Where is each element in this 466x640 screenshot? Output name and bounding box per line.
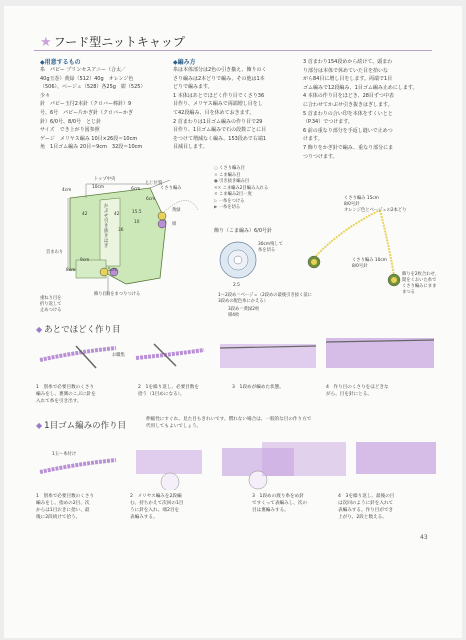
label-9cm: 9cm [80,258,90,263]
ornament-ring-note: 30cm残して 糸を切る [258,242,283,253]
ornament-row3: 3段め＝黄緑2枚 紺4枚 [228,307,260,318]
section1-note: お職集 [112,353,125,358]
section1-cap2: 2 1を繰り返し、必要目数を 拾う（1目めになる）。 [138,385,199,397]
page-title: ★ フード型ニットキャップ [40,35,185,50]
text-line: けます。 [303,136,323,143]
label-10: 10 [134,220,140,225]
section1-heading: ◆ あとでほどく作り目 [36,325,121,335]
label-overlap: 重ねり目を 折り返して 止めつける [40,296,62,313]
text-line: 針 パピー玉付2本針（クロバー棒針）9 [40,101,132,108]
cord-label-2: くさり編み 10cm 8/0号針 [352,258,387,269]
label-bind: とじ位置 [145,181,163,186]
label-top: トップ中央 [94,177,116,182]
legend-item-cut: ▶ 一糸を切る [214,205,241,210]
materials-heading: ◆用意するもの [40,59,81,66]
label-top-w: 10cm [92,185,105,190]
text-line: 2 首まわりは1目ゴム編みの作り目で29 [173,118,263,125]
label-yellow: 黄緑 [172,208,181,213]
section1-illustrations [36,338,436,378]
label-side-42b: 42 [114,212,120,217]
label-top-h: 6cm [131,187,141,192]
text-line: 糸は本体部分は2色の引き揃え、飾りのく [173,67,267,73]
section2-cap4: 4 3を繰り返し、最後の目 は次回のように針を入れて 表編みする。作り目ができ 上がり、2段と数える。 [338,494,395,520]
text-line: て42段編み、目を休めておきます。 [173,109,255,116]
materials-list [40,66,162,152]
label-b2: 5cm [108,268,118,273]
text-line: に合わせてかぶせ引き抜きはぎします。 [303,101,393,108]
text-line: 少々 [40,92,51,99]
section2-cap1: 1 別糸で必要目数のくさり 編みをし、指めの2目、次 からは1目おきに拾い、最 後に2段続けて拾う。 [36,494,95,520]
section2-cap3: 3 1段めの渡り糸をめ針 ですくって表編みし、次の 目は裏編みする。 [252,494,308,513]
label-cap-bottom: 飾り(別)をまつりつける [94,292,141,297]
label-b1: 8cm [66,268,76,273]
text-line: 号、6号 パピー片かぎ針（クロバーかぎ [40,109,133,116]
legend-item-slip: ● 引き抜き編み目 [214,179,250,184]
label-6cm: 6cm [146,197,156,202]
text-line: 3 首まわり154段めから続けて、頭まわ [303,59,393,65]
section2-illustrations [36,438,436,490]
page-number: 43 [420,534,428,541]
text-line: 7 飾りをかぎ針で編み、重なり部分にま [303,144,394,151]
legend-item-chain: ○ くさり編み目 [214,166,245,171]
ornament-dim: 2.5 [233,283,240,288]
label-neck: 首まわり [46,250,64,255]
text-line: 糸 パピー プリンセスアニー（合太／ [40,67,126,73]
text-line: 40g玉巻）黄緑（512）40g オレンジ色 [40,75,134,82]
section2-thread-note: 1玉〜糸付け [52,452,77,457]
text-line: （506）、ベージュ（528）各25g 紺（525） [40,84,146,91]
text-line: 針）6/0号、8/0号 とじ針 [40,118,102,125]
legend-item-dec: ✕ こま編み2目一度 [214,192,252,197]
legend-item-attach: ▷ 一糸をつける [214,198,245,204]
text-line: さり編みは2本どりで編み、その他は1本 [173,75,265,82]
ornament-title: 飾り（こま編み）6/0号針 [214,228,273,234]
materials-column [40,57,162,152]
ornament-rows: 1〜2段め＝ベージュ（2段めの最後引き抜く前に 3段めの配色糸にかえる） [218,293,312,304]
cord-label: くさり編み 15cm 8/0号針 オレンジ色とベージュの2本どり [344,196,407,213]
section2-cap2: 2 メリヤス編みを2段編 む。持ちかえて次回の1目 うに針を入れ、端2目を 表編みする。 [130,494,184,520]
text-line: をつけて増減なく編み、153段めで右端1 [173,135,267,142]
method-cont-column [303,58,433,161]
text-line: （P.34）でつけます。 [303,119,353,126]
legend-item-inc: ✕✕ こま編み2目編み入れる [214,185,269,191]
section2-heading: ◆ 1目ゴム編みの作り目 [36,421,127,431]
method-column [173,57,293,152]
text-line: ゲージ メリヤス編み 10目×26段＝10cm [40,135,138,142]
label-side-4: 4cm [62,188,72,193]
text-line: がら84目に増し目をします。両端で1目 [303,76,393,83]
text-line: つりつけます。 [303,153,338,160]
text-line: 目作り、1目ゴム編みで石の段数ごとに目 [173,127,267,134]
label-side-36: 36 [118,228,124,233]
section1-cap4: 4 作り目のくさりをほどきな がら、目を針にとる。 [326,385,389,397]
label-vertical: かぶせ引き抜きはぎ [104,204,109,249]
method-cont-list [303,58,433,161]
text-line: ゴム編みで12段編み、1目ゴム編み止めにします。 [303,84,418,91]
label-side-42: 42 [82,212,88,217]
text-line: 6 前の重なり部分を手返し縫いで止めつ [303,127,393,134]
text-line: り部分は本体で休めていた目を拾いな [303,67,389,74]
section1-cap1: 1 別糸で必要目数のくさり 編みをし、裏側のこぶに針を 入れて糸を引き出す。 [36,385,96,404]
text-line: どりで編みます。 [173,84,213,91]
text-line: 4 本体の作り目をほどき、28目ずつ中表 [303,93,394,100]
section1-cap3: 3 1段めが編めた状態。 [232,385,284,390]
text-line: 1 本体はあとでほどく作り目でくさり36 [173,92,265,99]
text-line: 角 1目ゴム編み 20目＝9cm 32段＝10cm [40,144,143,151]
text-line: 5 首まわりの合い印を本体をすくいとと [303,110,393,117]
method-heading: ◆編み方 [173,59,196,66]
pair-note: 飾りを2枚合わせ、 間をくおいた糸で くさり編みにまま まつる [402,272,439,295]
diamond-icon: ◆ [36,421,43,430]
symbol-legend [214,166,306,212]
label-155: 15.5 [132,210,142,215]
text-line: サイズ でき上がり図参照 [40,127,100,134]
legend-item-single: × こま編み目 [214,172,241,178]
label-purple: 紺 [172,222,177,227]
star-icon: ★ [40,35,52,50]
title-rule [34,50,432,51]
label-stitches: くさり編み [160,186,182,191]
method-list [173,66,293,152]
text-line: 目減目します。 [173,144,208,151]
text-line: 目作り、メリヤス編みで両端増し目をし [173,101,263,108]
section2-intro: 伸縮性にすぐれ、見た目もきれいです。慣れない場合は、一般的な目の作り方で 代用してもよいでしょう。 [146,417,312,429]
diamond-icon: ◆ [36,325,43,334]
